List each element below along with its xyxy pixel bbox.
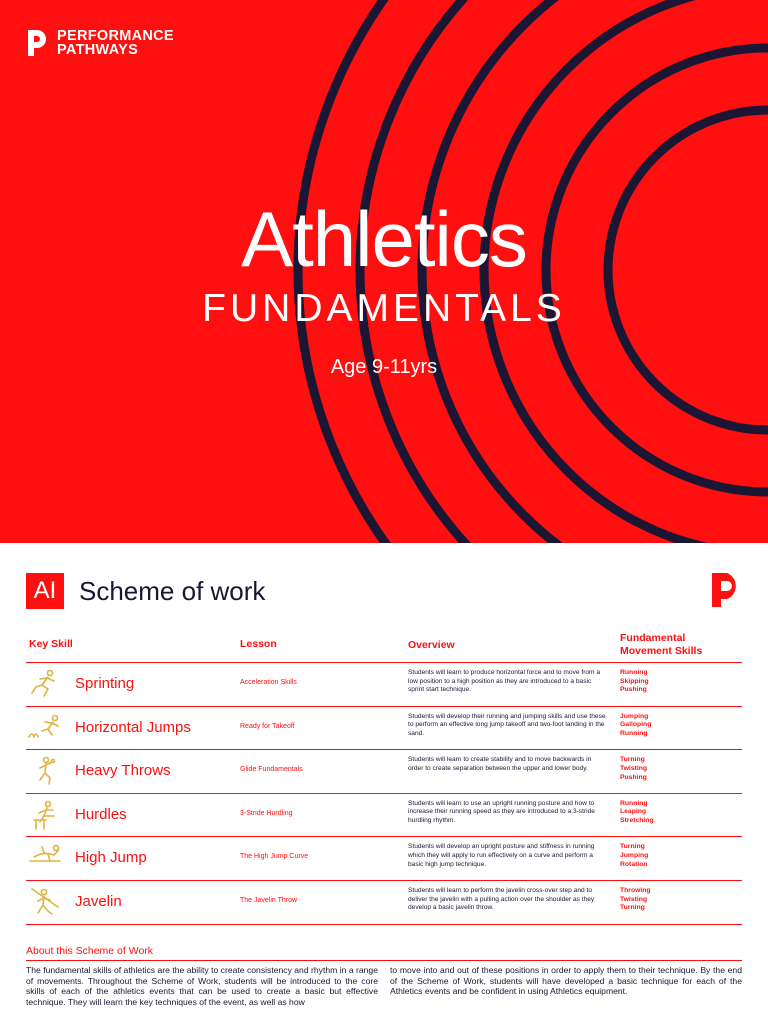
header-movement-line-1: Fundamental	[620, 632, 686, 644]
row-movement-skills	[620, 800, 654, 826]
movement-skill: Skipping	[620, 677, 649, 685]
row-lesson: Ready for Takeoff	[240, 722, 295, 730]
movement-skill: Turning	[620, 756, 645, 764]
movement-skill: Running	[620, 799, 648, 807]
row-skill: Javelin	[75, 892, 122, 910]
javelin-thrower-icon	[28, 887, 62, 917]
table-row	[26, 749, 742, 793]
movement-skill: Jumping	[620, 712, 649, 720]
row-movement-skills	[620, 887, 651, 913]
row-movement-skills	[620, 843, 648, 869]
table-row	[26, 662, 742, 706]
header-movement-line-2: Movement Skills	[620, 645, 703, 657]
pathways-p-logo-icon	[710, 571, 743, 609]
scheme-table	[26, 662, 742, 925]
header-movement-skills	[620, 632, 702, 658]
row-lesson: Acceleration Skills	[240, 679, 297, 686]
row-lesson: Glide Fundamentals	[240, 766, 303, 774]
header-lesson: Lesson	[240, 638, 277, 650]
movement-skill: Running	[620, 730, 648, 737]
row-movement-skills	[620, 756, 647, 782]
brand-line-1: PERFORMANCE	[57, 28, 174, 44]
header-key-skill: Key Skill	[29, 638, 73, 650]
row-overview: Students will learn to produce horizontal force and to move from a low position to a high position as they are introduced to a basic sprint start technique.	[408, 669, 601, 694]
row-skill: High Jump	[75, 849, 147, 867]
section-title: Scheme of work	[79, 575, 266, 606]
row-lesson: The Javelin Throw	[240, 896, 298, 904]
movement-skill: Twisting	[620, 895, 648, 903]
pathways-p-logo-icon	[26, 28, 48, 58]
row-overview: Students will learn to create stability and to move backwards in order to create separation between the upper and lower body.	[408, 756, 592, 772]
row-movement-skills	[620, 713, 651, 739]
table-row	[26, 793, 742, 837]
table-row	[26, 706, 742, 750]
long-jumper-icon	[28, 713, 62, 743]
row-movement-skills	[620, 669, 649, 695]
about-title: About this Scheme of Work	[26, 945, 154, 957]
movement-skill: Pushing	[620, 773, 647, 781]
movement-skill: Turning	[620, 904, 645, 912]
movement-skill: Twisting	[620, 764, 648, 772]
row-overview: Students will learn to perform the javelin cross-over step and to deliver the javelin with a pulling action over the shoulder as they develop a basic javelin throw.	[408, 886, 595, 912]
movement-skill: Jumping	[620, 852, 649, 860]
movement-skill: Leaping	[620, 808, 647, 816]
section-header	[26, 573, 265, 609]
about-text-col-1: The fundamental skills of athletics are the ability to create consistency and rhythm in a range of movements. Throughout the Scheme of Work, students will be introduced to the core skills of each of the athletics events that can be used to create a basic but effective technique. They will learn the key techniques of the event, as well as how	[26, 965, 378, 1007]
hero-age: Age 9-11yrs	[330, 356, 438, 378]
about-text-col-2: to move into and out of these positions in order to apply them to their technique. By the end of the Scheme of Work, students will have developed a basic technique for each of the Athletics events and be confident in using Athletics equipment.	[390, 965, 742, 997]
row-skill: Sprinting	[75, 675, 135, 692]
row-skill: Heavy Throws	[75, 762, 171, 780]
row-overview: Students will develop their running and jumping skills and use these to perform an effective long jump takeoff and two-foot landing in the sand.	[408, 712, 606, 737]
movement-skill: Pushing	[620, 686, 647, 694]
row-lesson: The High Jump Curve	[240, 853, 309, 861]
row-lesson: 3-Stride Hurdling	[240, 809, 293, 817]
hero-subtitle: FUNDAMENTALS	[202, 287, 566, 330]
movement-skill: Running	[620, 669, 648, 676]
movement-skill: Galloping	[620, 721, 652, 729]
movement-skill: Rotation	[620, 860, 648, 868]
row-skill: Horizontal Jumps	[75, 718, 191, 736]
hero-title: Athletics	[241, 195, 527, 283]
section-badge: AI	[26, 573, 64, 609]
header-overview: Overview	[408, 639, 455, 651]
brand-logo[interactable]	[26, 28, 174, 58]
movement-skill: Stretching	[620, 817, 654, 825]
table-row	[26, 836, 742, 880]
hurdler-icon	[28, 800, 62, 830]
sprinter-icon	[28, 669, 62, 699]
about-divider	[26, 960, 742, 961]
movement-skill: Turning	[620, 843, 645, 851]
row-overview: Students will learn to use an upright running posture and how to increase their running speed as they are introduced to a 3-stride hurdling rhythm.	[408, 799, 595, 825]
row-overview: Students will develop an upright posture and stiffness in running which they will apply to run effectively on a curve and perform a basic high jump technique.	[408, 843, 595, 868]
shot-putter-icon	[28, 756, 62, 786]
table-row	[26, 880, 742, 925]
row-skill: Hurdles	[75, 805, 127, 823]
brand-line-2: PATHWAYS	[57, 42, 139, 58]
high-jumper-icon	[28, 843, 62, 873]
movement-skill: Throwing	[620, 886, 651, 894]
